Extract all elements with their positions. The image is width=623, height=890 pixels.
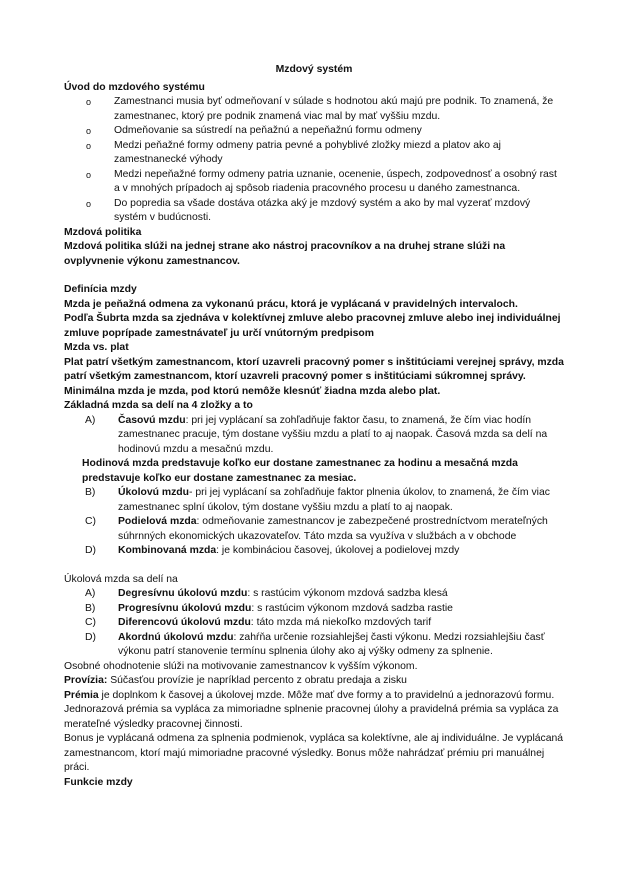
piece-rate-item xyxy=(82,602,564,617)
piece-rate-text: : zahŕňa určenie rozsiahlejšej časti výkonu. Medzi rozsiahlejšiu časť výkonu patrí stanovenie termínu splnenia úlohy ako aj výšky odmeny za splnenie. xyxy=(118,631,545,657)
list-letter: D) xyxy=(85,545,96,556)
piece-rate-item xyxy=(82,587,564,602)
piece-rate-intro: Úkolová mzda sa delí na xyxy=(64,573,178,585)
component-text: - pri jej vyplácaní sa zohľadňuje faktor plnenia úkolov, to znamená, že čím viac zamestnanec splní úkolov, tým dostane vyššiu mzdu a platí to aj naopak. xyxy=(118,487,550,513)
definition-heading: Definícia mzdy xyxy=(64,284,137,295)
list-letter: D) xyxy=(85,631,96,643)
wage-vs-salary-heading: Mzda vs. plat xyxy=(64,342,129,353)
piece-rate-list xyxy=(64,587,564,660)
intro-bullet: o Medzi nepeňažné formy odmeny patria uznanie, ocenenie, úspech, zodpovednosť a osobný rast a v mnohých prípadoch aj spôsob riadenia pracovného procesu u daného zamestnanca. xyxy=(82,168,564,197)
component-text: : odmeňovanie zamestnancov je zabezpečené prostredníctvom merateľných súhrnných ekonomických ukazovateľov. Táto mzda sa využíva v službách a v obchode xyxy=(118,516,548,542)
piece-rate-text: : s rastúcim výkonom mzdová sadzba rastie xyxy=(251,602,453,614)
component-term: Úkolovú mzdu xyxy=(118,487,190,498)
components-intro: Základná mzda sa delí na 4 zložky a to xyxy=(64,400,253,411)
definition-paragraph: Podľa Šubrta mzda sa zjednáva v kolektívnej zmluve alebo pracovnej zmluve alebo inej individuálnej zmluve poprípade zamestnávateľ ju určí vnútorným predpisom xyxy=(64,313,561,339)
component-text: : pri jej vyplácaní sa zohľadňuje faktor času, to znamená, že čím viac hodín zamestnanec pracuje, tým dostane vyššiu mzdu a platí to aj naopak. Časová mzda sa delí na hodinovú mzdu a mesačnú mzdu. xyxy=(118,414,548,455)
hourly-wage-note: Hodinová mzda predstavuje koľko eur dostane zamestnanec za hodinu a mesačná mzda predstavuje koľko eur dostane zamestnanec za mesiac. xyxy=(82,458,518,484)
premium-paragraph xyxy=(64,689,564,733)
piece-rate-term: Diferencovú úkolovú mzdu xyxy=(118,617,251,628)
policy-heading: Mzdová politika xyxy=(64,226,142,238)
list-letter: B) xyxy=(85,602,96,614)
piece-rate-term: Akordnú úkolovú mzdu xyxy=(118,631,234,643)
component-item xyxy=(82,486,564,515)
bonus-paragraph: Bonus je vyplácaná odmena za splnenia podmienok, vypláca sa kolektívne, ale aj individuálne. Je vyplácaná zamestnancom, ktorí majú mimoriadne pracovné výsledky. Bonus môže nahrádzať prémiu pri manuálnej práci. xyxy=(64,733,564,773)
provision-paragraph xyxy=(64,674,564,689)
personal-evaluation-text: Osobné ohodnotenie slúži na motivovanie zamestnancov k vyšším výkonom. xyxy=(64,660,418,672)
component-item xyxy=(82,414,564,458)
component-item xyxy=(82,544,564,559)
components-list xyxy=(64,414,564,458)
component-term: Kombinovaná mzda xyxy=(118,545,217,556)
document-page xyxy=(64,63,564,790)
intro-bullet: o Do popredia sa všade dostáva otázka aký je mzdový systém a ako by mal vyzerať mzdový systém v budúcnosti. xyxy=(82,197,564,226)
intro-bullet: o Zamestnanci musia byť odmeňovaní v súlade s hodnotou akú majú pre podnik. To znamená, že zamestnanec, ktorý pre podnik znamená viac mal by mať vyššiu mzdu. xyxy=(82,95,564,124)
definition-paragraph: Mzda je peňažná odmena za vykonanú prácu, ktorá je vyplácaná v pravidelných intervaloch. xyxy=(64,298,518,310)
document-title: Mzdový systém xyxy=(275,64,353,75)
component-term: Časovú mzdu xyxy=(118,414,186,426)
provision-text: Súčasťou provízie je napríklad percento z obratu predaja a zisku xyxy=(107,675,407,686)
minimum-wage-text: Minimálna mzda je mzda, pod ktorú nemôže klesnúť žiadna mzda alebo plat. xyxy=(64,385,441,397)
premium-text: je doplnkom k časovej a úkolovej mzde. Môže mať dve formy a to pravidelnú a jednorazovú formu. Jednorazová prémia sa vypláca za mimoriadne splnenie pracovnej úlohy a pravidelná prémia sa vypláca za merateľné výsledky pracovnej činnosti. xyxy=(64,689,559,730)
wage-vs-salary-text: Plat patrí všetkým zamestnancom, ktorí uzavreli pracovný pomer s inštitúciami verejnej správy, mzda patrí všetkým zamestnancom, ktorí uzavreli pracovný pomer s inštitúciami súkromnej správy. xyxy=(64,356,564,382)
components-list xyxy=(64,486,564,559)
wage-functions-heading: Funkcie mzdy xyxy=(64,776,133,788)
piece-rate-term: Progresívnu úkolovú mzdu xyxy=(118,602,252,614)
component-text: : je kombináciou časovej, úkolovej a podielovej mzdy xyxy=(216,545,460,556)
piece-rate-item xyxy=(82,631,564,660)
provision-term: Provízia: xyxy=(64,675,108,686)
piece-rate-text: : s rastúcim výkonom mzdová sadzba klesá xyxy=(247,588,448,599)
policy-text: Mzdová politika slúži na jednej strane ako nástroj pracovníkov a na druhej strane slúži na ovplyvnenie výkonu zamestnancov. xyxy=(64,241,506,267)
piece-rate-text: : táto mzda má niekoľko mzdových tarif xyxy=(250,617,432,628)
piece-rate-item xyxy=(82,616,564,631)
intro-bullet-list xyxy=(64,95,564,226)
list-letter: A) xyxy=(85,588,96,599)
component-item xyxy=(82,515,564,544)
list-letter: C) xyxy=(85,617,96,628)
component-term: Podielová mzda xyxy=(118,516,197,527)
intro-bullet: o Medzi peňažné formy odmeny patria pevné a pohyblivé zložky miezd a platov ako aj zamestnanecké výhody xyxy=(82,139,564,168)
intro-bullet: o Odmeňovanie sa sústredí na peňažnú a nepeňažnú formu odmeny xyxy=(82,124,564,139)
list-letter: C) xyxy=(85,516,96,527)
piece-rate-term: Degresívnu úkolovú mzdu xyxy=(118,588,248,599)
intro-heading: Úvod do mzdového systému xyxy=(64,81,205,93)
list-letter: B) xyxy=(85,487,96,498)
list-letter: A) xyxy=(85,414,96,426)
premium-term: Prémia xyxy=(64,689,99,701)
